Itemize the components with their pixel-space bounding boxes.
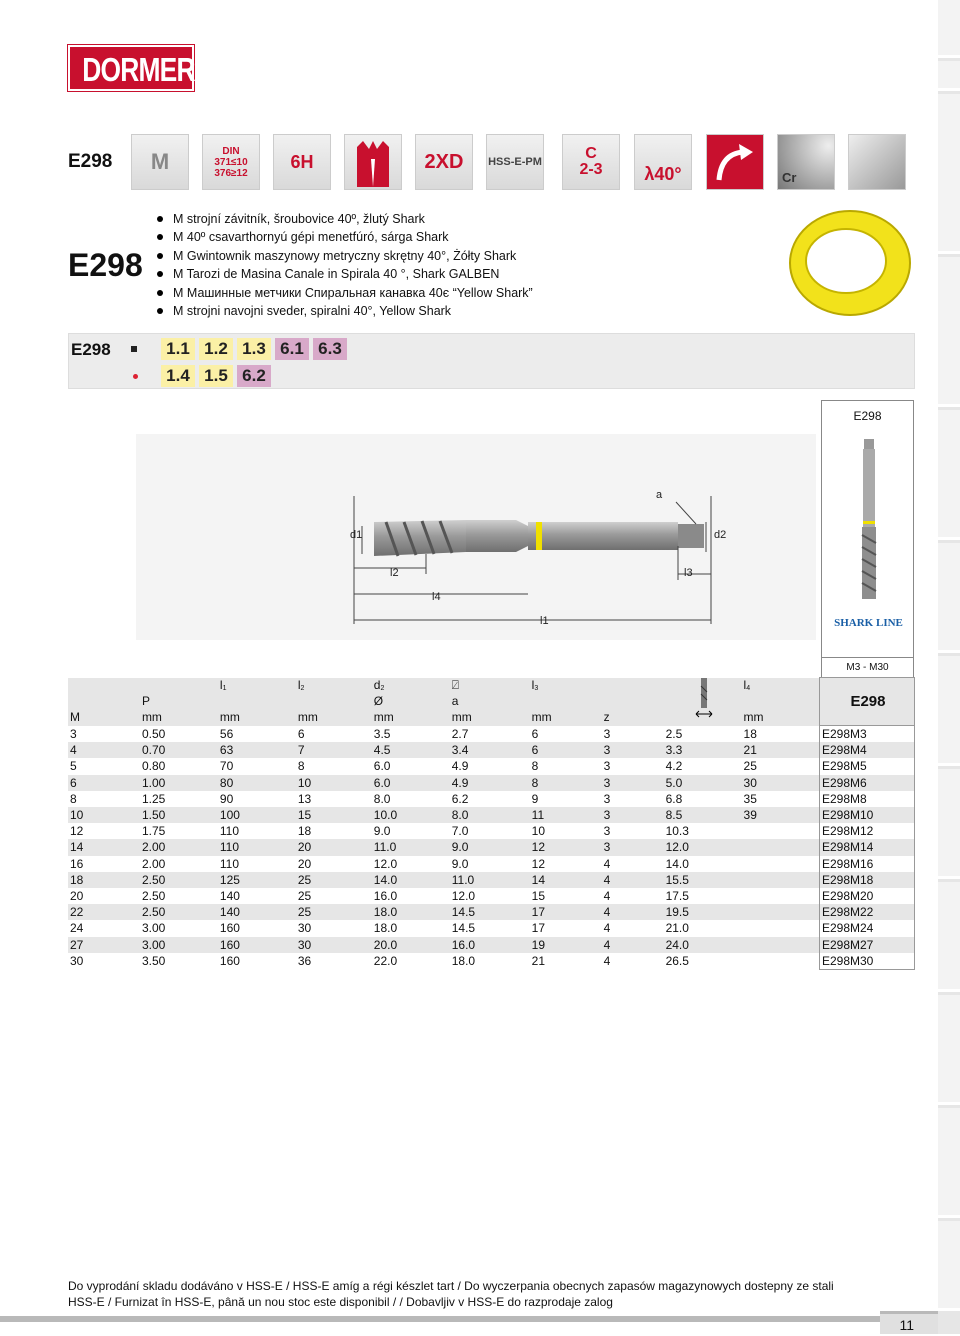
section-tab-rail (938, 0, 960, 1334)
product-column-header: E298 (819, 678, 914, 726)
table-cell: 2.7 (451, 726, 469, 741)
table-row (68, 856, 915, 872)
table-cell: 20 (297, 856, 312, 871)
table-cell: 20.0 (372, 937, 450, 953)
table-cell: 10.0 (372, 807, 450, 823)
table-cell: 125 (218, 872, 296, 888)
table-cell: 14.0 (372, 872, 450, 888)
table-cell: 30 (742, 775, 820, 791)
table-cell: 17 (531, 921, 546, 936)
table-cell: 9 (531, 791, 539, 806)
product-code-cell: E298M14 (819, 839, 914, 855)
unit-header: mm (530, 710, 602, 726)
coating-cr-icon: Cr (777, 134, 835, 190)
table-cell: 2.50 (141, 889, 166, 904)
table-cell: 19.5 (664, 904, 742, 920)
tool-preview-panel (821, 400, 914, 678)
dim-label-l4: l4 (432, 591, 441, 603)
table-cell (742, 937, 820, 953)
table-cell: 11.0 (450, 872, 530, 888)
table-cell: 19 (530, 937, 602, 953)
material-chip: 1.4 (161, 365, 195, 387)
table-cell: 21 (742, 742, 820, 758)
table-row (68, 872, 915, 888)
unit-header: mm (140, 710, 218, 726)
table-cell: 16 (70, 856, 84, 871)
table-cell: 6 (530, 742, 602, 758)
table-cell: 12.0 (664, 839, 742, 855)
table-cell: 70 (219, 759, 234, 774)
description-line: M strojni navojni sveder, spiralni 40°, Yellow Shark (157, 302, 777, 320)
table-cell: 25 (296, 904, 372, 920)
table-cell: 22.0 (373, 954, 398, 969)
table-cell: 90 (219, 791, 234, 806)
table-cell: 18 (743, 726, 757, 741)
description-line: M Tarozi de Masina Canale in Spirala 40 °, Shark GALBEN (157, 265, 777, 283)
table-cell: 56 (219, 726, 234, 741)
page-bar (0, 1316, 938, 1322)
table-cell: 4 (603, 954, 611, 969)
table-cell: 12 (531, 856, 546, 871)
helix-angle-icon: λ40° (634, 134, 692, 190)
table-cell (742, 872, 820, 888)
table-cell: 4.2 (665, 759, 683, 774)
table-cell: 3.00 (140, 937, 218, 953)
table-cell: 160 (219, 954, 240, 969)
table-cell: 3.5 (373, 726, 391, 741)
table-cell: 12.0 (451, 889, 476, 904)
table-cell: 18.0 (451, 954, 476, 969)
table-row (68, 937, 915, 953)
right-hand-spiral-icon (706, 134, 764, 190)
table-cell: 18 (68, 872, 140, 888)
dim-label-d1: d1 (350, 529, 363, 541)
table-cell: 39 (742, 807, 820, 823)
footer-note (68, 1278, 928, 1310)
table-cell: 63 (218, 742, 296, 758)
table-cell: 3 (602, 775, 664, 791)
table-cell: 140 (219, 889, 240, 904)
table-cell: 16.0 (450, 937, 530, 953)
product-code-cell: E298M10 (819, 807, 914, 823)
table-cell: 10 (531, 824, 546, 839)
table-cell: 4.9 (451, 759, 469, 774)
table-cell: 17.5 (665, 889, 689, 904)
table-cell: 10 (68, 807, 140, 823)
table-cell: 3.00 (141, 921, 166, 936)
material-chip: 6.1 (275, 338, 309, 360)
table-cell: 8 (70, 791, 77, 806)
table-cell: 0.50 (141, 726, 166, 741)
table-cell: 6 (297, 726, 305, 741)
table-cell: 20 (296, 839, 372, 855)
tool-finish-icon (848, 134, 906, 190)
product-code-cell: E298M3 (819, 726, 914, 743)
table-cell: 110 (219, 856, 240, 871)
unit-header: mm (450, 710, 530, 726)
material-hss-e-pm-icon: HSS-E-PM (486, 134, 544, 190)
table-cell: 8 (297, 759, 305, 774)
table-cell: 27 (68, 937, 140, 953)
table-cell: 12 (530, 839, 602, 855)
table-cell: 80 (218, 775, 296, 791)
table-cell: 18.0 (372, 904, 450, 920)
table-cell: 14 (68, 839, 140, 855)
table-cell: 3 (70, 726, 77, 741)
table-cell: 4 (68, 742, 140, 758)
diameter-symbol: Ø (372, 694, 450, 710)
unit-header: z (602, 710, 664, 726)
description-line: M strojní závitník, šroubovice 40º, žlutý Shark (157, 210, 777, 228)
product-code-cell: E298M18 (819, 872, 914, 888)
table-cell: 3 (602, 839, 664, 855)
table-cell: 3.50 (141, 954, 166, 969)
table-cell: 160 (219, 921, 240, 936)
table-cell: 25 (296, 872, 372, 888)
preview-title: E298 (853, 409, 882, 423)
product-code-cell: E298M20 (819, 888, 914, 904)
table-cell: 4 (603, 889, 611, 904)
table-cell: 15.5 (664, 872, 742, 888)
table-row (68, 807, 915, 823)
material-chip: 1.1 (161, 338, 195, 360)
col-l2: $l_2$ (296, 678, 372, 694)
table-cell: 2.00 (141, 856, 166, 871)
table-cell: 5 (70, 759, 77, 774)
product-code-cell: E298M5 (819, 758, 914, 774)
table-cell: 30 (296, 937, 372, 953)
table-cell (742, 856, 820, 872)
table-cell: 22 (68, 904, 140, 920)
table-cell (742, 953, 820, 970)
table-cell: 11.0 (372, 839, 450, 855)
col-d2: $d_2$ (372, 678, 450, 694)
table-cell: 25 (743, 759, 757, 774)
table-cell: 9.0 (373, 824, 391, 839)
table-cell: 14 (530, 872, 602, 888)
product-code-header: E298 (68, 151, 113, 172)
table-cell (742, 904, 820, 920)
table-cell: 24.0 (664, 937, 742, 953)
product-code-cell: E298M27 (819, 937, 914, 953)
table-cell: 3 (603, 791, 611, 806)
table-cell: 24 (70, 921, 84, 936)
dim-label-l3: l3 (684, 567, 693, 579)
table-row (68, 904, 915, 920)
col-l1: $l_1$ (218, 678, 296, 694)
description-line: M Gwintownik maszynowy metryczny skrętny 40°, Żółty Shark (157, 247, 777, 265)
table-cell: 1.50 (140, 807, 218, 823)
table-cell: 10 (296, 775, 372, 791)
product-code-cell: E298M22 (819, 904, 914, 920)
table-row (68, 888, 915, 904)
dim-label-l1: l1 (540, 615, 549, 627)
table-cell: 1.75 (141, 824, 166, 839)
table-cell: 8 (531, 759, 539, 774)
footer-line: Do vyprodání skladu dodáváno v HSS-E / HSS-E amíg a régi készlet tart / Do wyczerpania obecnych zapasów magazynowych dostepny ze stali (68, 1279, 834, 1293)
specification-table (68, 677, 915, 970)
table-cell: 6 (531, 726, 539, 741)
table-cell: 21.0 (665, 921, 689, 936)
table-cell: 13 (297, 791, 312, 806)
col-p: P (140, 694, 218, 710)
secondary-use-marker (133, 374, 138, 379)
material-chip: 6.3 (313, 338, 347, 360)
table-cell: 35 (743, 791, 757, 806)
table-cell: 26.5 (665, 954, 689, 969)
table-cell: 5.0 (664, 775, 742, 791)
table-cell: 1.00 (140, 775, 218, 791)
din-standard-icon: DIN 371≤10 376≥12 (202, 134, 260, 190)
material-chip: 6.2 (237, 365, 271, 387)
table-cell: 110 (218, 839, 296, 855)
table-cell: 20 (70, 889, 84, 904)
table-cell: 14.0 (665, 856, 689, 871)
table-cell: 2.5 (665, 726, 683, 741)
table-cell: 18.0 (373, 921, 398, 936)
primary-use-marker (131, 346, 137, 352)
table-cell: 3 (603, 726, 611, 741)
table-cell: 30 (297, 921, 312, 936)
table-cell: 30 (70, 954, 84, 969)
product-code-cell: E298M4 (819, 742, 914, 758)
unit-header: mm (372, 710, 450, 726)
table-row (68, 953, 915, 970)
product-code-cell: E298M6 (819, 775, 914, 791)
table-cell: 110 (219, 824, 240, 839)
page-number: 11 (880, 1311, 938, 1334)
description-line: M Машинные метчики Спиральная канавка 40є “Yellow Shark” (157, 284, 777, 302)
table-cell: 21 (531, 954, 546, 969)
drill-bit-icon (664, 678, 742, 726)
material-chip: 1.2 (199, 338, 233, 360)
table-cell: 3.3 (664, 742, 742, 758)
table-cell: 4 (602, 872, 664, 888)
table-cell: 6.0 (373, 759, 391, 774)
table-cell: 15 (296, 807, 372, 823)
unit-header: mm (296, 710, 372, 726)
table-cell: 4.9 (450, 775, 530, 791)
table-cell: 2.50 (140, 904, 218, 920)
thread-profile-icon (344, 134, 402, 190)
table-cell: 9.0 (450, 839, 530, 855)
table-cell: 10.3 (665, 824, 689, 839)
depth-2xd-icon: 2XD (415, 134, 473, 190)
table-cell: 8.0 (373, 791, 391, 806)
table-cell (742, 888, 820, 904)
table-cell: 14.5 (451, 921, 476, 936)
table-cell: 12 (70, 824, 84, 839)
table-row (68, 742, 915, 758)
table-cell: 1.25 (141, 791, 166, 806)
size-range: M3 - M30 (822, 657, 913, 673)
table-cell (742, 823, 820, 839)
unit-header: mm (218, 710, 296, 726)
product-code-cell: E298M30 (819, 953, 914, 970)
table-cell: 6.8 (665, 791, 683, 806)
dim-label-d2: d2 (714, 529, 727, 541)
table-cell: 2.00 (140, 839, 218, 855)
table-cell: 160 (218, 937, 296, 953)
table-cell: 17 (530, 904, 602, 920)
product-code-cell: E298M8 (819, 791, 914, 807)
table-cell: 4 (603, 856, 611, 871)
col-l3: $l_3$ (530, 678, 602, 694)
table-cell: 6.0 (372, 775, 450, 791)
table-cell: 100 (218, 807, 296, 823)
table-cell: 3 (603, 824, 611, 839)
table-cell: 16.0 (373, 889, 398, 904)
chamfer-c-icon: C 2-3 (562, 134, 620, 190)
tap-preview-image (848, 439, 888, 609)
col-l4: $l_4$ (742, 678, 820, 694)
table-row (68, 823, 915, 839)
shark-line-logo: SHARK LINE (834, 617, 903, 629)
tolerance-6h-icon: 6H (273, 134, 331, 190)
table-cell: 6.2 (451, 791, 469, 806)
application-panel (68, 333, 915, 389)
table-cell: 0.70 (140, 742, 218, 758)
table-row (68, 791, 915, 807)
table-row (68, 775, 915, 791)
table-cell: 14.5 (450, 904, 530, 920)
dormer-logo: DORMER (68, 45, 194, 91)
table-cell: 3 (602, 807, 664, 823)
table-cell: 25 (297, 889, 312, 904)
table-row (68, 758, 915, 774)
application-label: E298 (71, 340, 111, 359)
material-chip: 1.5 (199, 365, 233, 387)
table-cell: 7.0 (451, 824, 469, 839)
unit-header: M (68, 710, 140, 726)
table-row (68, 726, 915, 743)
table-cell: 7 (296, 742, 372, 758)
table-cell: 4 (602, 904, 664, 920)
thread-m-icon: M (131, 134, 189, 190)
tap-technical-drawing (136, 434, 816, 640)
table-cell: 3 (602, 742, 664, 758)
table-cell: 2.50 (140, 872, 218, 888)
table-cell: 12.0 (373, 856, 398, 871)
table-cell (742, 839, 820, 855)
yellow-ring-icon (784, 205, 916, 322)
description-line: M 40º csavarthornyú gépi menetfúró, sárga Shark (157, 228, 777, 246)
product-code-cell: E298M16 (819, 856, 914, 872)
table-cell: 4.5 (372, 742, 450, 758)
col-a: a (450, 694, 530, 710)
table-cell: 36 (297, 954, 312, 969)
table-cell: 6 (68, 775, 140, 791)
table-cell: 8.0 (450, 807, 530, 823)
table-cell: 0.80 (141, 759, 166, 774)
table-cell: 4 (603, 921, 611, 936)
table-cell: 8 (530, 775, 602, 791)
footer-line: HSS-E / Furnizat în HSS-E, până un nou stoc este disponibil / / Dobavljiv v HSS-E do razprodaje zalog (68, 1295, 613, 1309)
dim-label-l2: l2 (390, 567, 399, 579)
product-descriptions (157, 210, 777, 320)
product-code-cell: E298M24 (819, 920, 914, 936)
table-cell: 140 (218, 904, 296, 920)
table-row (68, 920, 915, 936)
material-chip: 1.3 (237, 338, 271, 360)
square-drive-icon: ⍁ (450, 678, 530, 694)
table-cell: 4 (602, 937, 664, 953)
product-code-title: E298 (68, 247, 143, 283)
table-cell: 11 (530, 807, 602, 823)
product-code-cell: E298M12 (819, 823, 914, 839)
table-cell (742, 920, 820, 936)
table-cell: 9.0 (451, 856, 469, 871)
unit-header: mm (742, 710, 820, 726)
table-row (68, 839, 915, 855)
table-cell: 3 (603, 759, 611, 774)
table-cell: 18 (297, 824, 312, 839)
dim-label-a: a (656, 489, 663, 501)
table-cell: 15 (531, 889, 546, 904)
table-cell: 8.5 (664, 807, 742, 823)
table-cell: 3.4 (450, 742, 530, 758)
